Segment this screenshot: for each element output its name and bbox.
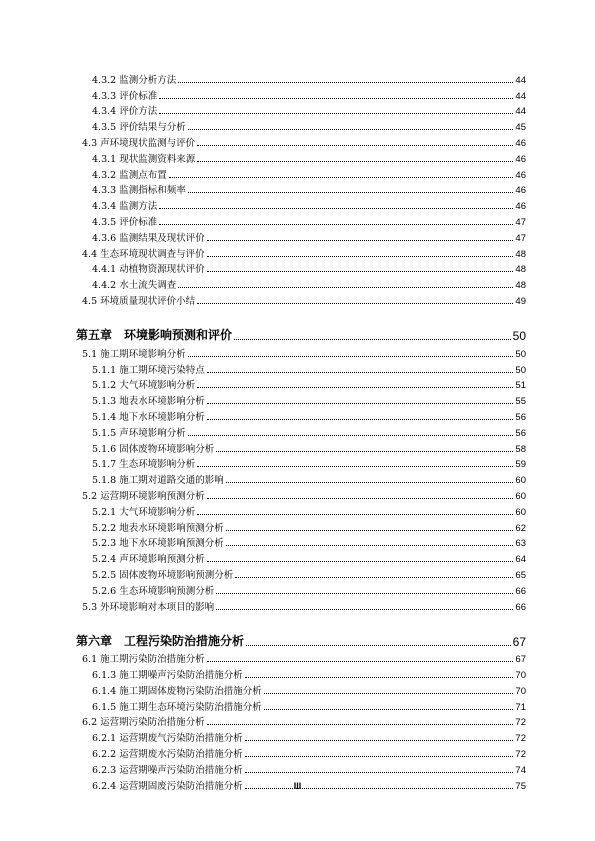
toc-entry-title: 4.3 声环境现状监测与评价 xyxy=(82,137,196,149)
toc-entry-title: 6.1.4 施工期固体废物污染防治措施分析 xyxy=(92,685,262,697)
toc-section-entry[interactable] xyxy=(76,597,526,613)
toc-section-entry[interactable] xyxy=(76,486,526,502)
toc-subsection-entry[interactable] xyxy=(76,439,526,455)
toc-entry-page: 64 xyxy=(515,554,526,566)
toc-subsection-entry[interactable] xyxy=(76,212,526,228)
toc-entry-page: 47 xyxy=(515,232,526,244)
toc-entry-title: 4.3.2 监测点布置 xyxy=(92,169,167,181)
toc-subsection-entry[interactable] xyxy=(76,760,526,776)
toc-section-entry[interactable] xyxy=(76,344,526,360)
toc-dot-leader xyxy=(197,514,513,515)
toc-entry-page: 71 xyxy=(515,701,526,713)
toc-dot-leader xyxy=(197,303,513,304)
toc-entry-page: 74 xyxy=(515,764,526,776)
toc-dot-leader xyxy=(207,240,514,241)
toc-entry-title: 5.2.4 声环境影响预测分析 xyxy=(92,554,205,566)
toc-subsection-entry[interactable] xyxy=(76,423,526,439)
toc-subsection-entry[interactable] xyxy=(76,549,526,565)
toc-entry-page: 46 xyxy=(515,169,526,181)
toc-dot-leader xyxy=(235,577,513,578)
toc-subsection-entry[interactable] xyxy=(76,70,526,86)
toc-entry-title: 6.1.3 施工期噪声污染防治措施分析 xyxy=(92,670,243,682)
toc-entry-title: 4.3.3 评价标准 xyxy=(92,90,158,102)
toc-entry-title: 5.1.7 生态环境影响分析 xyxy=(92,459,196,471)
toc-subsection-entry[interactable] xyxy=(76,534,526,550)
toc-chapter-entry[interactable] xyxy=(76,307,526,344)
toc-subsection-entry[interactable] xyxy=(76,391,526,407)
toc-entry-page: 48 xyxy=(515,264,526,276)
toc-entry-page: 59 xyxy=(515,459,526,471)
toc-dot-leader xyxy=(245,772,514,773)
toc-subsection-entry[interactable] xyxy=(76,149,526,165)
toc-entry-page: 46 xyxy=(515,185,526,197)
toc-section-entry[interactable] xyxy=(76,291,526,307)
toc-section-entry[interactable] xyxy=(76,133,526,149)
toc-dot-leader xyxy=(207,256,514,257)
toc-dot-leader xyxy=(197,387,513,388)
toc-entry-title: 5.2.6 生态环境影响预测分析 xyxy=(92,585,215,597)
toc-dot-leader xyxy=(178,287,513,288)
toc-dot-leader xyxy=(226,530,514,531)
toc-entry-title: 5.1.6 固体废物环境影响分析 xyxy=(92,443,215,455)
toc-dot-leader xyxy=(245,740,514,741)
toc-section-entry[interactable] xyxy=(76,713,526,729)
toc-dot-leader xyxy=(207,661,514,662)
toc-entry-title: 5.1.2 大气环境影响分析 xyxy=(92,380,196,392)
toc-subsection-entry[interactable] xyxy=(76,744,526,760)
toc-entry-page: 70 xyxy=(515,685,526,697)
toc-entry-page: 47 xyxy=(515,216,526,228)
toc-entry-page: 50 xyxy=(512,328,526,343)
toc-entry-page: 60 xyxy=(515,475,526,487)
toc-entry-page: 72 xyxy=(515,749,526,761)
table-of-contents xyxy=(76,70,526,792)
toc-dot-leader xyxy=(264,709,514,710)
toc-entry-title: 4.3.5 评价标准 xyxy=(92,216,158,228)
toc-dot-leader xyxy=(207,724,514,725)
toc-entry-title: 6.1 施工期污染防治措施分析 xyxy=(82,654,205,666)
toc-entry-title: 4.3.3 监测指标和频率 xyxy=(92,185,186,197)
toc-entry-title: 4.3.1 现状监测资料来源 xyxy=(92,153,196,165)
toc-entry-page: 46 xyxy=(515,201,526,213)
toc-dot-leader xyxy=(207,372,514,373)
toc-section-entry[interactable] xyxy=(76,244,526,260)
toc-dot-leader xyxy=(207,403,514,404)
toc-entry-page: 56 xyxy=(515,411,526,423)
toc-subsection-entry[interactable] xyxy=(76,360,526,376)
toc-subsection-entry[interactable] xyxy=(76,565,526,581)
toc-entry-title: 5.2.1 大气环境影响分析 xyxy=(92,506,196,518)
toc-dot-leader xyxy=(207,271,514,272)
toc-dot-leader xyxy=(188,192,514,193)
toc-dot-leader xyxy=(246,645,511,646)
toc-entry-page: 46 xyxy=(515,153,526,165)
toc-entry-title: 4.4.1 动植物资源现状评价 xyxy=(92,264,205,276)
toc-subsection-entry[interactable] xyxy=(76,165,526,181)
toc-entry-page: 72 xyxy=(515,733,526,745)
toc-dot-leader xyxy=(226,482,514,483)
toc-entry-page: 60 xyxy=(515,506,526,518)
toc-entry-page: 56 xyxy=(515,427,526,439)
toc-entry-page: 66 xyxy=(515,601,526,613)
toc-entry-page: 49 xyxy=(515,295,526,307)
toc-subsection-entry[interactable] xyxy=(76,518,526,534)
toc-subsection-entry[interactable] xyxy=(76,117,526,133)
toc-dot-leader xyxy=(197,466,513,467)
toc-dot-leader xyxy=(159,113,513,114)
toc-entry-title: 4.4.2 水土流失调查 xyxy=(92,280,177,292)
toc-entry-title: 6.2 运营期污染防治措施分析 xyxy=(82,717,205,729)
toc-dot-leader xyxy=(159,224,513,225)
toc-entry-title: 4.3.4 监测方法 xyxy=(92,201,158,213)
toc-dot-leader xyxy=(169,177,514,178)
toc-entry-page: 65 xyxy=(515,569,526,581)
toc-entry-title: 5.1.8 施工期对道路交通的影响 xyxy=(92,475,224,487)
toc-dot-leader xyxy=(226,545,514,546)
toc-subsection-entry[interactable] xyxy=(76,455,526,471)
toc-entry-page: 50 xyxy=(515,348,526,360)
toc-entry-page: 60 xyxy=(515,490,526,502)
toc-subsection-entry[interactable] xyxy=(76,697,526,713)
toc-entry-title: 第六章 工程污染防治措施分析 xyxy=(76,633,245,648)
toc-entry-page: 50 xyxy=(515,364,526,376)
toc-dot-leader xyxy=(188,356,514,357)
toc-entry-page: 55 xyxy=(515,396,526,408)
toc-dot-leader xyxy=(207,498,514,499)
toc-entry-page: 46 xyxy=(515,137,526,149)
toc-entry-page: 63 xyxy=(515,538,526,550)
page-number: III xyxy=(293,781,302,791)
toc-subsection-entry[interactable] xyxy=(76,228,526,244)
toc-entry-title: 5.2.5 固体废物环境影响预测分析 xyxy=(92,569,234,581)
toc-entry-title: 4.3.4 评价方法 xyxy=(92,106,158,118)
toc-subsection-entry[interactable] xyxy=(76,502,526,518)
toc-entry-title: 5.2.3 地下水环境影响预测分析 xyxy=(92,538,224,550)
toc-entry-title: 4.3.2 监测分析方法 xyxy=(92,74,177,86)
toc-entry-title: 5.1.3 地表水环境影响分析 xyxy=(92,396,205,408)
toc-entry-title: 4.3.5 评价结果与分析 xyxy=(92,122,186,134)
toc-entry-page: 44 xyxy=(515,90,526,102)
toc-entry-page: 70 xyxy=(515,670,526,682)
toc-subsection-entry[interactable] xyxy=(76,376,526,392)
toc-dot-leader xyxy=(207,419,514,420)
toc-dot-leader xyxy=(197,161,513,162)
toc-entry-page: 45 xyxy=(515,122,526,134)
toc-subsection-entry[interactable] xyxy=(76,102,526,118)
toc-entry-page: 44 xyxy=(515,106,526,118)
toc-subsection-entry[interactable] xyxy=(76,407,526,423)
toc-entry-title: 6.1.5 施工期生态环境污染防治措施分析 xyxy=(92,701,262,713)
toc-entry-page: 48 xyxy=(515,280,526,292)
toc-dot-leader xyxy=(216,593,513,594)
toc-entry-page: 67 xyxy=(515,654,526,666)
toc-dot-leader xyxy=(234,339,511,340)
toc-entry-title: 6.2.2 运营期废水污染防治措施分析 xyxy=(92,749,243,761)
toc-entry-title: 5.1.4 地下水环境影响分析 xyxy=(92,411,205,423)
toc-entry-page: 44 xyxy=(515,74,526,86)
toc-entry-title: 6.2.4 运营期固废污染防治措施分析 xyxy=(92,780,243,792)
toc-entry-page: 75 xyxy=(515,780,526,792)
toc-entry-page: 51 xyxy=(515,380,526,392)
toc-entry-title: 4.5 环境质量现状评价小结 xyxy=(82,295,196,307)
toc-entry-title: 第五章 环境影响预测和评价 xyxy=(76,327,233,342)
toc-entry-title: 6.2.3 运营期噪声污染防治措施分析 xyxy=(92,764,243,776)
toc-dot-leader xyxy=(245,756,514,757)
toc-subsection-entry[interactable] xyxy=(76,196,526,212)
toc-subsection-entry[interactable] xyxy=(76,665,526,681)
toc-subsection-entry[interactable] xyxy=(76,275,526,291)
toc-dot-leader xyxy=(188,129,514,130)
toc-entry-title: 4.4 生态环境现状调查与评价 xyxy=(82,248,205,260)
toc-entry-title: 5.2 运营期环境影响预测分析 xyxy=(82,490,205,502)
toc-entry-page: 58 xyxy=(515,443,526,455)
toc-dot-leader xyxy=(178,82,513,83)
toc-entry-title: 5.1 施工期环境影响分析 xyxy=(82,348,186,360)
toc-entry-title: 5.3 外环境影响对本项目的影响 xyxy=(82,601,215,613)
toc-entry-page: 72 xyxy=(515,717,526,729)
toc-entry-title: 5.1.5 声环境影响分析 xyxy=(92,427,186,439)
toc-dot-leader xyxy=(188,435,514,436)
toc-dot-leader xyxy=(245,677,514,678)
toc-subsection-entry[interactable] xyxy=(76,681,526,697)
toc-dot-leader xyxy=(159,98,513,99)
toc-dot-leader xyxy=(197,145,513,146)
toc-section-entry[interactable] xyxy=(76,650,526,666)
toc-subsection-entry[interactable] xyxy=(76,470,526,486)
toc-chapter-entry[interactable] xyxy=(76,613,526,650)
toc-entry-title: 4.3.6 监测结果及现状评价 xyxy=(92,232,205,244)
toc-entry-title: 6.2.1 运营期废气污染防治措施分析 xyxy=(92,733,243,745)
toc-subsection-entry[interactable] xyxy=(76,728,526,744)
toc-dot-leader xyxy=(159,208,513,209)
toc-subsection-entry[interactable] xyxy=(76,86,526,102)
toc-dot-leader xyxy=(264,693,514,694)
toc-dot-leader xyxy=(216,609,513,610)
toc-subsection-entry[interactable] xyxy=(76,581,526,597)
toc-entry-page: 66 xyxy=(515,585,526,597)
toc-entry-page: 62 xyxy=(515,522,526,534)
toc-entry-title: 5.1.1 施工期环境污染特点 xyxy=(92,364,205,376)
toc-dot-leader xyxy=(216,451,513,452)
toc-entry-title: 5.2.2 地表水环境影响预测分析 xyxy=(92,522,224,534)
toc-dot-leader xyxy=(207,561,514,562)
toc-entry-page: 48 xyxy=(515,248,526,260)
toc-entry-page: 67 xyxy=(512,634,526,649)
toc-subsection-entry[interactable] xyxy=(76,181,526,197)
toc-subsection-entry[interactable] xyxy=(76,260,526,276)
